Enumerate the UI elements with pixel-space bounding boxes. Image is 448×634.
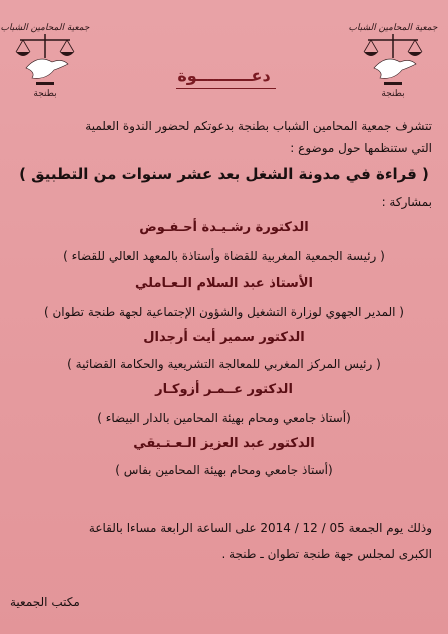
event-datetime-line: وذلك يوم الجمعة 05 / 12 / 2014 على الساعة الرابعة مساءا بالقاعة xyxy=(88,521,432,535)
invitation-title: دعــــــــــوة xyxy=(177,66,271,85)
intro-line-1: تتشرف جمعية المحامين الشباب بطنجة بدعوتكم لحضور الندوة العلمية xyxy=(85,119,432,133)
speaker-1-role: ( رئيسة الجمعية المغربية للقضاة وأستاذة بالمعهد العالي للقضاء ) xyxy=(63,249,385,263)
speaker-1-name: الدكتورة رشـيـدة أحـفـوض xyxy=(139,220,309,235)
speaker-2-role: ( المدير الجهوي لوزارة التشغيل والشؤون الإجتماعية لجهة طنجة تطوان ) xyxy=(43,305,404,319)
title-underline xyxy=(176,88,276,89)
logo-caption: بطنجة xyxy=(33,89,57,99)
association-logo-left xyxy=(0,8,90,116)
participation-label: بمشاركة : xyxy=(381,195,432,209)
svg-text:جمعية المحامين الشباب: جمعية المحامين الشباب xyxy=(0,23,90,33)
signature: مكتب الجمعية xyxy=(10,595,80,609)
event-venue-line: الكبرى لمجلس جهة طنجة تطوان ـ طنجة . xyxy=(221,547,432,561)
logo-caption: بطنجة xyxy=(381,89,405,99)
svg-text:جمعية المحامين الشباب: جمعية المحامين الشباب xyxy=(348,23,438,33)
speaker-4-name: الدكتور عــمـر أزوكـار xyxy=(155,382,293,397)
intro-line-2: التي ستنظمها حول موضوع : xyxy=(290,141,432,155)
association-logo-right xyxy=(348,8,438,116)
speaker-5-name: الدكتور عبد العزيز الـعـتـيقي xyxy=(133,436,315,451)
speaker-5-role: (أستاذ جامعي ومحام بهيئة المحامين بفاس ) xyxy=(115,463,333,477)
speaker-2-name: الأستاذ عبد السلام الـعـاملي xyxy=(135,276,313,291)
speaker-4-role: (أستاذ جامعي ومحام بهيئة المحامين بالدار البيضاء ) xyxy=(97,411,351,425)
seminar-subject: ( قراءة في مدونة الشغل بعد عشر سنوات من التطبيق ) xyxy=(19,165,429,183)
speaker-3-name: الدكتور سمير أيت أرجدال xyxy=(143,330,305,345)
speaker-3-role: ( رئيس المركز المغربي للمعالجة التشريعية والحكامة القضائية ) xyxy=(67,357,381,371)
